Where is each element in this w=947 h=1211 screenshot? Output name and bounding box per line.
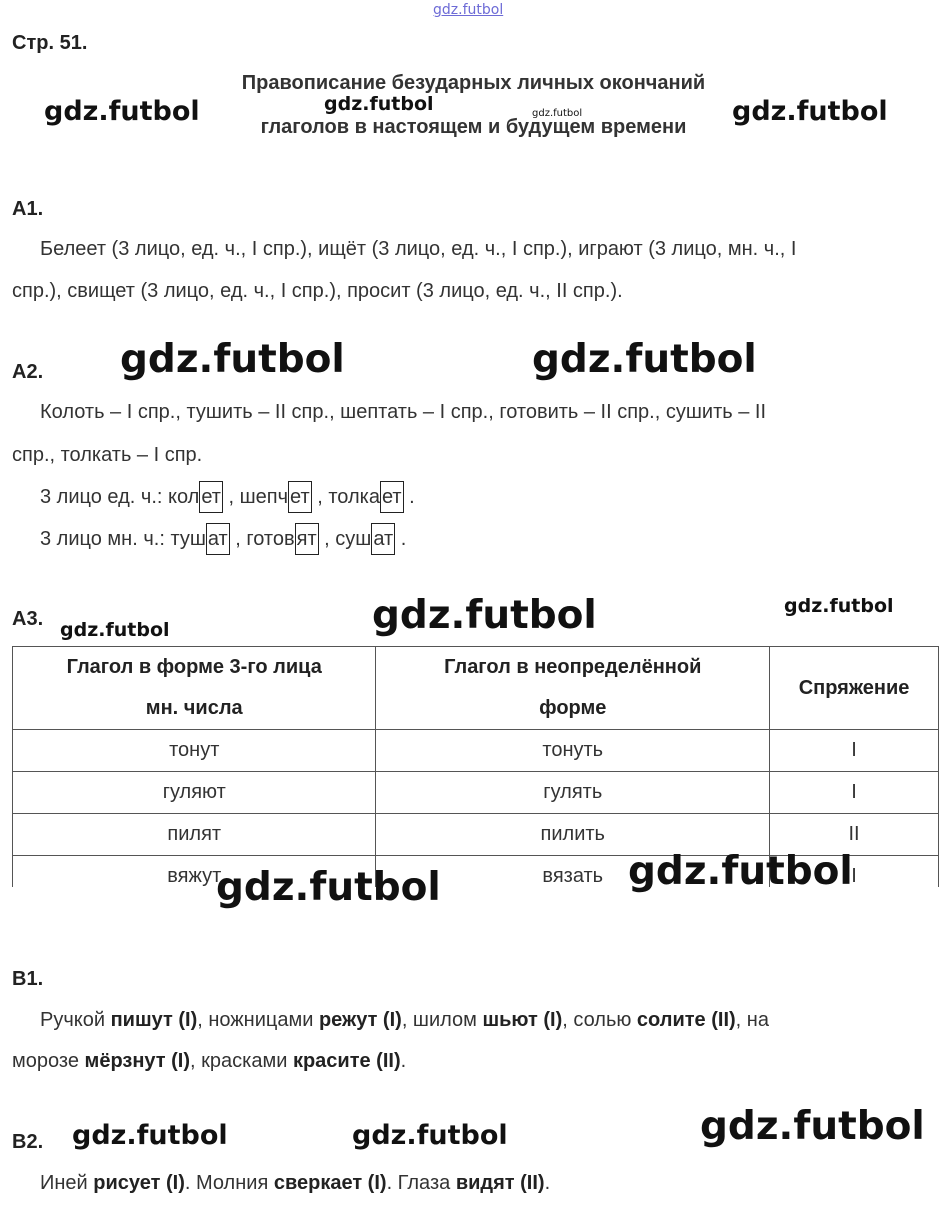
table-row <box>13 772 939 814</box>
verb-stem: туш <box>170 528 206 550</box>
page-title-line-1: Правописание безударных личных окончаний <box>241 72 706 94</box>
verb-stem: готов <box>246 528 295 550</box>
header-3rd-person-plural: Глагол в форме 3-го лица мн. числа <box>13 647 376 730</box>
verb-highlight: солите (II) <box>636 1009 736 1031</box>
verb-highlight: режут (I) <box>318 1009 402 1031</box>
verb-stem: кол <box>168 486 200 508</box>
table-header-row <box>13 647 939 730</box>
verb-stem: толка <box>328 486 380 508</box>
watermark: gdz.futbol <box>44 96 200 127</box>
cell-conjugation: I <box>770 856 939 898</box>
watermark: gdz.futbol <box>700 1104 925 1149</box>
watermark: gdz.futbol <box>72 1120 228 1151</box>
cell-conjugation: II <box>770 814 939 856</box>
b1-line-2: морозе мёрзнут (I), красками красите (II). <box>12 1050 407 1072</box>
header-conjugation: Спряжение <box>770 647 939 730</box>
verb-highlight: видят (II) <box>455 1172 545 1194</box>
ending-box: ят <box>295 523 319 555</box>
cell-conjugation: I <box>770 730 939 772</box>
a1-line-2: спр.), свищет (3 лицо, ед. ч., I спр.), просит (3 лицо, ед. ч., II спр.). <box>12 280 623 302</box>
verb-highlight: рисует (I) <box>93 1172 185 1194</box>
cell-form: пилят <box>13 814 376 856</box>
verb-highlight: сверкает (I) <box>273 1172 387 1194</box>
watermark: gdz.futbol <box>324 93 434 115</box>
cell-form: вяжут <box>13 856 376 898</box>
cell-conjugation: I <box>770 772 939 814</box>
watermark: gdz.futbol <box>732 96 888 127</box>
watermark: gdz.futbol <box>216 865 441 910</box>
ending-box: ет <box>380 481 404 513</box>
section-a3-label: А3. <box>12 608 44 630</box>
a2-singular-prefix: 3 лицо ед. ч.: <box>40 486 168 508</box>
watermark: gdz.futbol <box>628 849 853 894</box>
table-row <box>13 730 939 772</box>
verb-stem: шепч <box>239 486 289 508</box>
cell-infinitive: гулять <box>376 772 770 814</box>
watermark: gdz.futbol <box>120 337 345 382</box>
a2-plural-prefix: 3 лицо мн. ч.: <box>40 528 171 550</box>
header-infinitive: Глагол в неопределённой форме <box>376 647 770 730</box>
watermark-top-link[interactable]: gdz.futbol <box>433 2 504 18</box>
b1-line-1: Ручкой пишут (I), ножницами режут (I), шилом шьют (I), солью солите (II), на <box>40 1009 769 1031</box>
verb-highlight: мёрзнут (I) <box>84 1050 191 1072</box>
verb-stem: суш <box>335 528 372 550</box>
ending-box: ет <box>199 481 223 513</box>
verb-highlight: красите (II) <box>292 1050 401 1072</box>
watermark: gdz.futbol <box>352 1120 508 1151</box>
watermark: gdz.futbol <box>372 593 597 638</box>
a1-line-1: Белеет (3 лицо, ед. ч., I спр.), ищёт (3 лицо, ед. ч., I спр.), играют (3 лицо, мн. ч., I <box>40 238 797 260</box>
section-b2-label: В2. <box>12 1131 44 1153</box>
watermark: gdz.futbol <box>784 595 894 617</box>
section-b1-label: В1. <box>12 968 44 990</box>
cell-infinitive: вязать <box>376 856 770 898</box>
cell-infinitive: тонуть <box>376 730 770 772</box>
watermark: gdz.futbol <box>532 337 757 382</box>
a2-singular-line: 3 лицо ед. ч.: кол ет , шепч ет , толка ет . <box>40 476 415 518</box>
a2-plural-line: 3 лицо мн. ч.: туш ат , готов ят , суш ат . <box>40 518 406 560</box>
a2-line-1: Колоть – I спр., тушить – II спр., шептать – I спр., готовить – II спр., сушить – II <box>40 401 766 423</box>
ending-box: ат <box>206 523 230 555</box>
cell-form: тонут <box>13 730 376 772</box>
a2-line-2: спр., толкать – I спр. <box>12 444 203 466</box>
section-a2-label: А2. <box>12 361 44 383</box>
verb-highlight: пишут (I) <box>110 1009 198 1031</box>
watermark: gdz.futbol <box>60 619 170 641</box>
cell-form: гуляют <box>13 772 376 814</box>
ending-box: ат <box>371 523 395 555</box>
page-title-line-2: глаголов в настоящем и будущем времени <box>260 116 687 138</box>
watermark: gdz.futbol <box>532 108 583 119</box>
ending-box: ет <box>288 481 312 513</box>
b2-line: Иней рисует (I). Молния сверкает (I). Глаза видят (II). <box>40 1172 551 1194</box>
cell-infinitive: пилить <box>376 814 770 856</box>
section-a1-label: А1. <box>12 198 44 220</box>
verb-highlight: шьют (I) <box>482 1009 563 1031</box>
page-reference: Стр. 51. <box>12 32 88 54</box>
